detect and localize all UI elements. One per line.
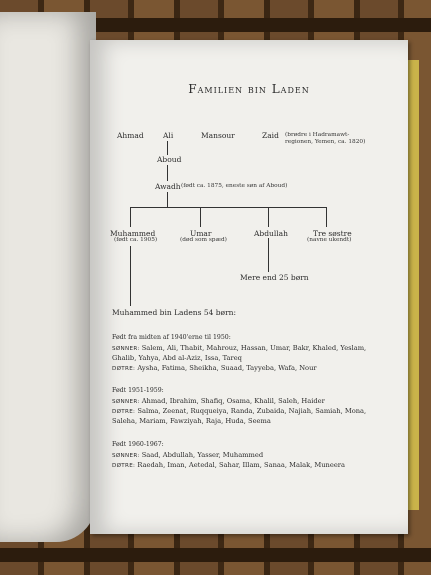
tree-node-muhammed-children: Muhammed bin Ladens 54 børn: [112,308,237,317]
tree-node-abdullah-children: Mere end 25 børn [240,273,309,282]
daughters-label: DØTRE: [112,463,136,469]
daughters-list-line: Raedah, Iman, Aetedal, Sahar, Illam, Sanaa, Malak, Muneera [137,461,345,469]
group-heading: Født fra midten af 1940'erne til 1950: [112,334,231,341]
tree-connector [167,192,168,207]
daughters-list-line: Saleha, Mariam, Fawziyah, Raja, Huda, Seema [112,417,271,425]
daughters-list-line: Salma, Zeenat, Ruqqueiya, Randa, Zubaida, Najiah, Samiah, Mona, [137,407,367,415]
sons-list-line: Salem, Ali, Thabit, Mahrouz, Hassan, Umar, Bakr, Khaled, Yeslam, [141,344,367,352]
sons-label: SØNNER: [112,346,140,352]
tree-sibling-bar [130,207,326,208]
tree-connector [200,207,201,227]
tree-connector [167,165,168,181]
page-title: Familien bin Laden [188,82,310,96]
tree-connector [130,207,131,227]
tree-node-zaid: Zaid [262,131,279,140]
daughters-label: DØTRE: [112,409,136,415]
tree-node-aboud: Aboud [157,155,182,164]
tree-node-ahmad: Ahmad [117,131,144,140]
tree-node-awadh: Awadh [155,182,181,191]
sons-label: SØNNER: [112,399,140,405]
tree-node-mansour: Mansour [201,131,235,140]
tree-connector [268,238,269,272]
tree-node-ali: Ali [163,131,174,140]
sons-list-line: Ahmad, Ibrahim, Shafiq, Osama, Khalil, Saleh, Haider [141,397,325,405]
zaid-note-line2: regionen, Yemen, ca. 1820) [285,139,366,145]
right-page [90,40,408,534]
left-page [0,12,96,542]
awadh-note: (født ca. 1875, eneste søn af Aboud) [181,183,288,189]
sons-list-line: Ghalib, Yahya, Abd al-Aziz, Issa, Tareq [112,354,242,362]
tree-connector [130,246,131,306]
tree-node-muhammed: Muhammed [110,229,156,238]
tree-connector [167,141,168,155]
daughters-label: DØTRE: [112,366,136,372]
tre-sostre-note: (navne ukendt) [307,237,352,243]
group-heading: Født 1960-1967: [112,441,164,448]
tree-node-abdullah: Abdullah [254,229,288,238]
sons-list-line: Saad, Abdullah, Yasser, Muhammed [141,451,264,459]
zaid-note-line1: (brødre i Hadramawt- [285,132,350,138]
umar-note: (død som spæd) [180,237,227,243]
tree-connector [268,207,269,227]
tree-connector [326,207,327,227]
tree-node-tre-sostre: Tre søstre [313,229,352,238]
muhammed-note: (født ca. 1905) [114,237,158,243]
tree-node-umar: Umar [190,229,212,238]
table-slat [0,548,431,562]
sons-label: SØNNER: [112,453,140,459]
daughters-list-line: Aysha, Fatima, Sheikha, Suaad, Tayyeba, Wafa, Nour [137,364,317,372]
group-heading: Født 1951-1959: [112,387,164,394]
